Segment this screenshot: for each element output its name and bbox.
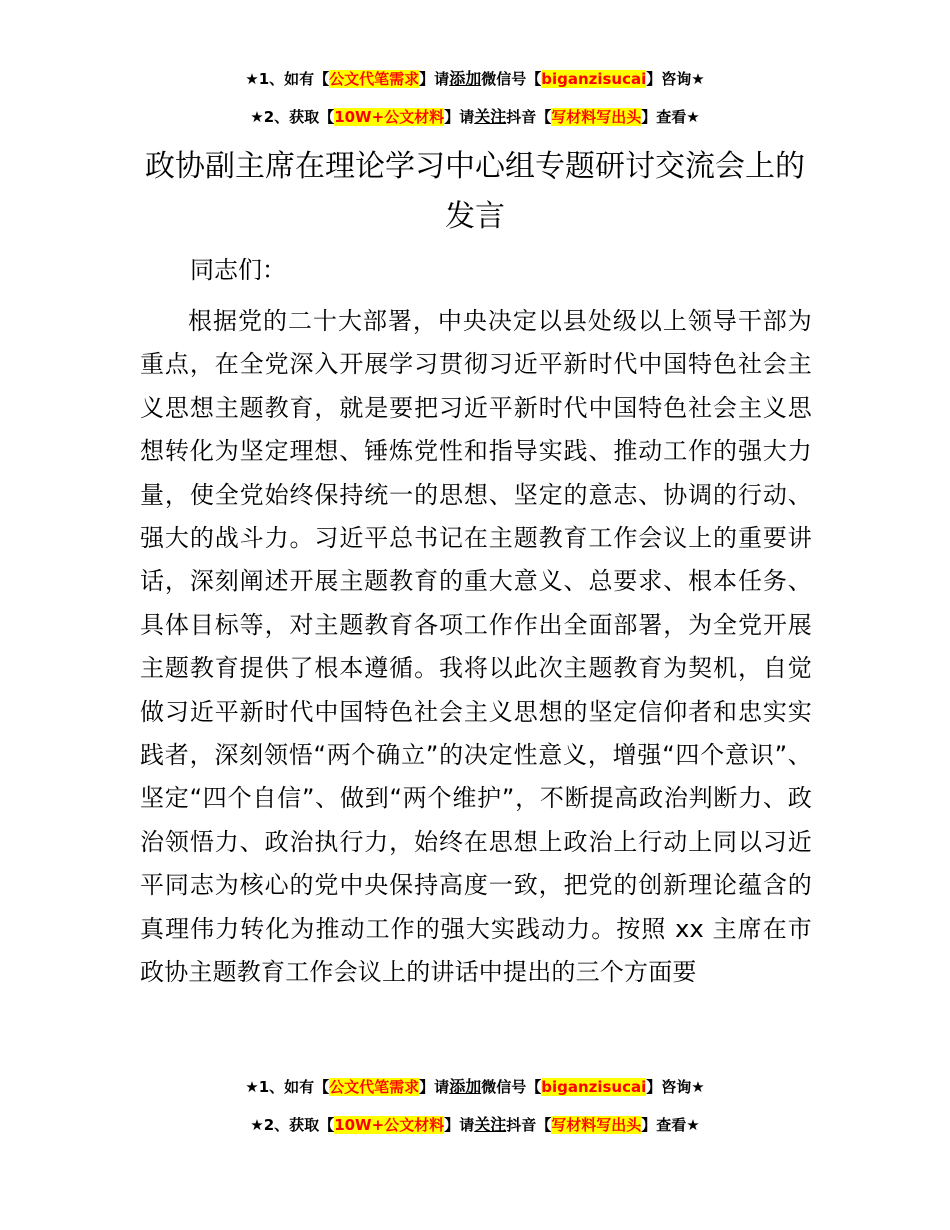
ad-text: 】请 [419,70,450,88]
ad-underlined: 添加 [449,1077,482,1096]
footer-ad-line-2 [0,1114,950,1136]
ad-highlight: 公文代笔需求 [329,1078,420,1096]
ad-wechat-id: biganzisucai [541,1078,647,1096]
header-ad-line-2 [0,106,950,128]
salutation: 同志们： [190,256,286,284]
ad-underlined: 添加 [449,69,482,88]
header-ad-line-1 [0,68,950,90]
ad-text: 】请 [444,108,475,126]
ad-text: 】请 [444,1116,475,1134]
ad-text: ★2、获取【 [250,1116,335,1134]
ad-text: 抖音【 [506,1116,552,1134]
ad-text: ★1、如有【 [245,70,330,88]
ad-highlight: 10W+公文材料 [334,1116,445,1134]
ad-text: ★1、如有【 [245,1078,330,1096]
ad-douyin-id: 写材料写出头 [551,1116,642,1134]
ad-wechat-id: biganzisucai [541,70,647,88]
ad-text: ★2、获取【 [250,108,335,126]
ad-douyin-id: 写材料写出头 [551,108,642,126]
ad-text: 】查看★ [641,1116,700,1134]
ad-underlined: 关注 [474,1115,507,1134]
ad-text: 微信号【 [481,1078,542,1096]
ad-text: 】请 [419,1078,450,1096]
ad-text: 微信号【 [481,70,542,88]
ad-text: 】查看★ [641,108,700,126]
document-title: 政协副主席在理论学习中心组专题研讨交流会上的发言 [145,149,805,234]
footer-ad-line-1 [0,1076,950,1098]
ad-text: 抖音【 [506,108,552,126]
body-paragraph: 根据党的二十大部署，中央决定以县处级以上领导干部为重点，在全党深入开展学习贯彻习近平新时代中国特色社会主义思想主题教育，就是要把习近平新时代中国特色社会主义思想转化为坚定理想、锤炼党性和指导实践、推动工作的强大力量，使全党始终保持统一的思想、坚定的意志、协调的行动、强大的战斗力。习近平总书记在主题教育工作会议上的重要讲话，深刻阐述开展主题教育的重大意义、总要求、根本任务、具体目标等，对主题教育各项工作作出全面部署，为全党开展主题教育提供了根本遵循。我将以此次主题教育为契机，自觉做习近平新时代中国特色社会主义思想的坚定信仰者和忠实实践者，深刻领悟“两个确立”的决定性意义，增强“四个意识”、坚定“四个自信”、做到“两个维护”，不断提高政治判断力、政治领悟力、政治执行力，始终在思想上政治上行动上同以习近平同志为核心的党中央保持高度一致，把党的创新理论蕴含的真理伟力转化为推动工作的强大实践动力。按照 xx 主席在市政协主题教育工作会议上的讲话中提出的三个方面要 [140,307,812,987]
ad-underlined: 关注 [474,107,507,126]
ad-text: 】咨询★ [646,1078,705,1096]
ad-highlight: 10W+公文材料 [334,108,445,126]
ad-text: 】咨询★ [646,70,705,88]
ad-highlight: 公文代笔需求 [329,70,420,88]
